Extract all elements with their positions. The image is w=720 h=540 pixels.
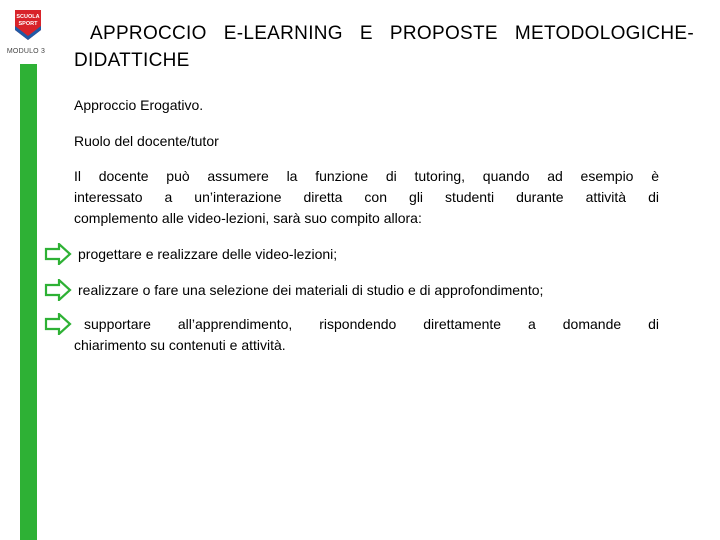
paragraph-line-2: interessato a un’interazione diretta con gli studenti durante attività di [74,189,659,205]
title-line-1: APPROCCIO E-LEARNING E PROPOSTE METODOLOGICHE- [90,23,694,44]
school-sport-logo [13,8,43,42]
arrow-right-icon [44,243,72,265]
bullet-item-2: realizzare o fare una selezione dei materiali di studio e di approfondimento; [78,282,544,298]
title-line-2: DIDATTICHE [74,50,190,71]
subtitle-approach: Approccio Erogativo. [74,97,204,113]
bullet-item-1: progettare e realizzare delle video-lezioni; [78,246,338,262]
logo-text-line2: SPORT [18,21,38,27]
bullet-3-line-1: supportare all’apprendimento, rispondendo direttamente a domande di [84,316,659,332]
paragraph-line-1: Il docente può assumere la funzione di tutoring, quando ad esempio è [74,168,659,184]
arrow-right-icon [44,313,72,335]
bullet-3-line-2: chiarimento su contenuti e attività. [74,337,286,353]
arrow-right-icon [44,279,72,301]
page-title [74,20,694,74]
logo-text-line1: SCUOLA [16,14,40,20]
intro-paragraph [74,166,659,229]
paragraph-line-3: complemento alle video-lezioni, sarà suo compito allora: [74,210,422,226]
bullet-item-3 [74,314,659,356]
module-label: MODULO 3 [6,48,46,55]
green-side-bar [20,64,37,540]
subtitle-role: Ruolo del docente/tutor [74,133,219,149]
